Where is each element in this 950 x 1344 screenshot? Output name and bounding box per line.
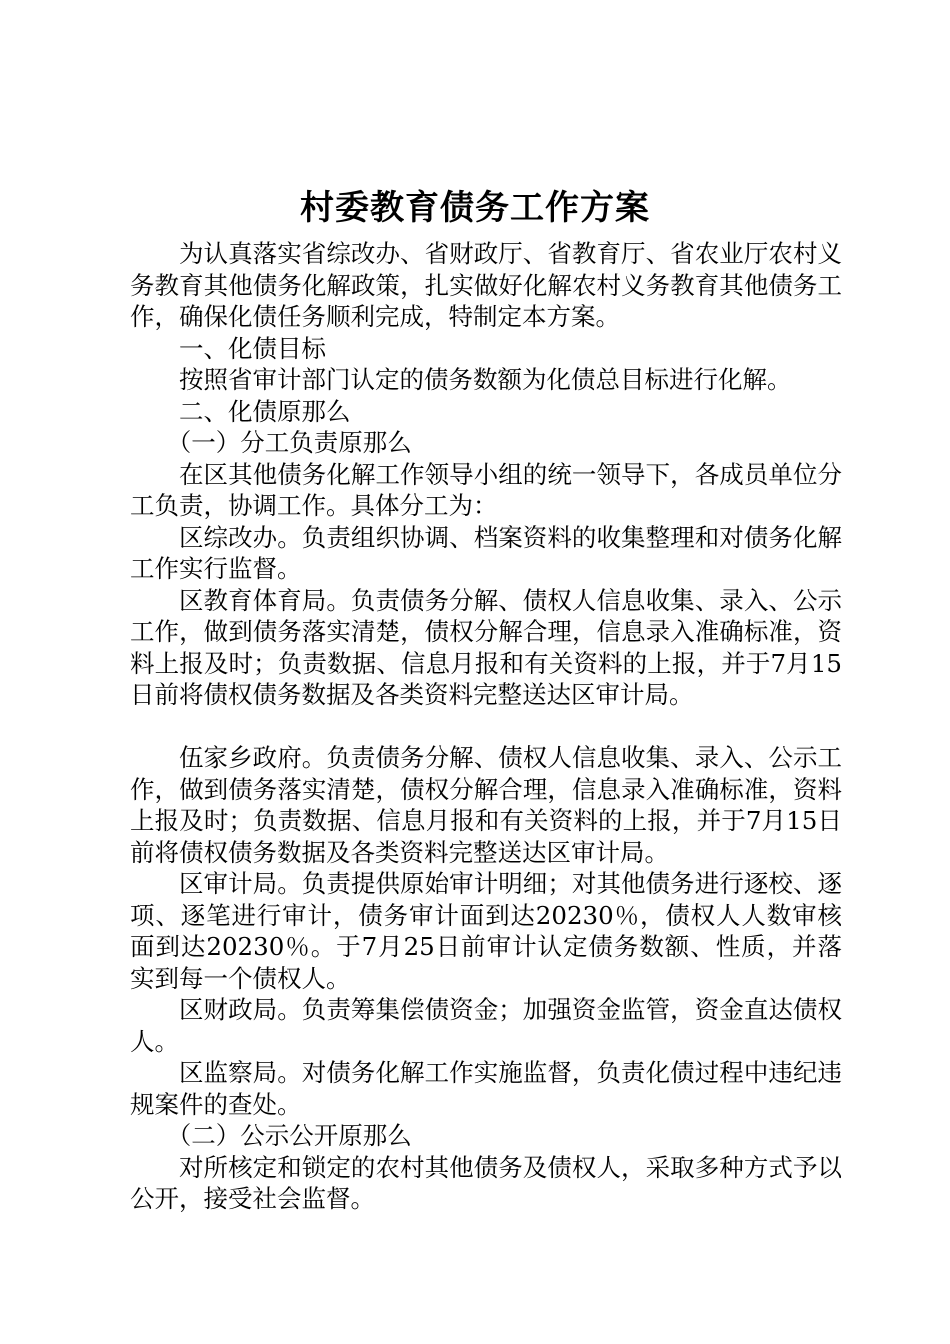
paragraph-reform-office: 区综改办。负责组织协调、档案资料的收集整理和对债务化解工作实行监督。 [130,522,842,583]
heading-goal: 一、化债目标 [179,333,326,363]
paragraph-township-government: 伍家乡政府。负责债务分解、债权人信息收集、录入、公示工作，做到债务落实清楚，债权分解合理，信息录入准确标准，资料上报及时；负责数据、信息月报和有关资料的上报，并于7月15日前将债权债务数据及各类资料完整送达区审计局。 [130,743,842,867]
paragraph-audit-bureau: 区审计局。负责提供原始审计明细；对其他债务进行逐校、逐项、逐笔进行审计，债务审计面到达20230％，债权人人数审核面到达20230％。于7月25日前审计认定债务数额、性质，并落实到每一个债权人。 [130,869,842,993]
paragraph-division-intro: 在区其他债务化解工作领导小组的统一领导下，各成员单位分工负责，协调工作。具体分工为： [130,459,842,520]
document-body [130,238,842,1215]
paragraph-supervision-bureau: 区监察局。对债务化解工作实施监督，负责化债过程中违纪违规案件的查处。 [130,1058,842,1119]
paragraph-finance-bureau: 区财政局。负责筹集偿债资金；加强资金监管，资金直达债权人。 [130,995,842,1056]
paragraph-spacer [130,711,842,743]
document-title: 村委教育债务工作方案 [300,188,650,228]
heading-principle: 二、化债原那么 [179,396,351,426]
paragraph-intro: 为认真落实省综改办、省财政厅、省教育厅、省农业厅农村义务教育其他债务化解政策，扎实做好化解农村义务教育其他债务工作，确保化债任务顺利完成，特制定本方案。 [130,239,842,331]
paragraph-public-disclosure: 对所核定和锁定的农村其他债务及债权人，采取多种方式予以公开，接受社会监督。 [130,1152,842,1213]
subheading-division-of-labor: （一）分工负责原那么 [166,428,412,457]
paragraph-goal: 按照省审计部门认定的债务数额为化债总目标进行化解。 [179,365,792,394]
subheading-public-disclosure: （二）公示公开原那么 [166,1121,412,1150]
paragraph-education-bureau: 区教育体育局。负责债务分解、债权人信息收集、录入、公示工作，做到债务落实清楚，债权分解合理，信息录入准确标准，资料上报及时；负责数据、信息月报和有关资料的上报，并于7月15日前将债权债务数据及各类资料完整送达区审计局。 [130,585,842,709]
